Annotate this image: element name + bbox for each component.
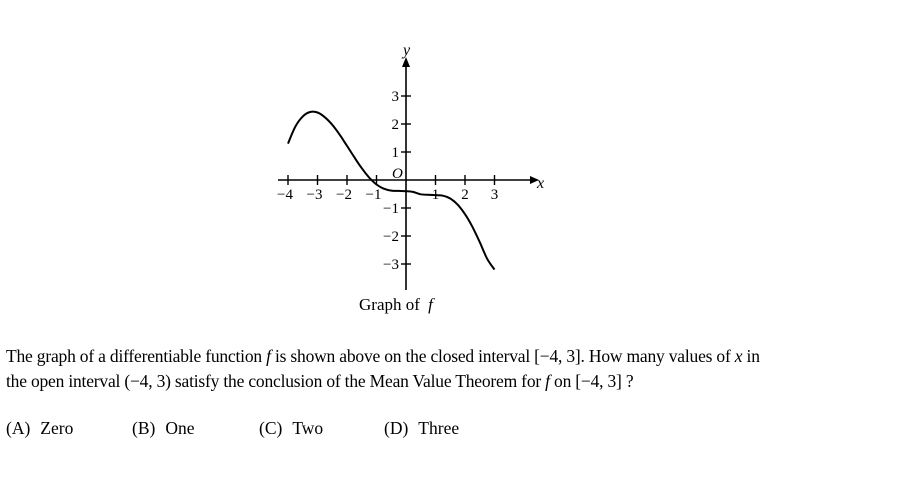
- y-tick-label: −1: [383, 201, 399, 217]
- choice-b[interactable]: [132, 418, 194, 439]
- choice-label: (A): [6, 418, 31, 438]
- x-tick-label: 2: [461, 187, 469, 203]
- x-tick-label: −3: [306, 187, 323, 203]
- choice-label: (C): [259, 418, 283, 438]
- graph-caption: [359, 295, 435, 314]
- choice-label: (D): [384, 418, 409, 438]
- y-tick-label: 2: [391, 117, 399, 133]
- choice-a[interactable]: [6, 418, 73, 439]
- choice-text: Two: [292, 418, 324, 438]
- x-tick-label: 1: [431, 187, 440, 203]
- x-tick-label: −1: [365, 187, 382, 203]
- y-tick-label: −2: [383, 229, 399, 245]
- y-tick-label: 1: [391, 145, 399, 161]
- x-axis-label: x: [537, 175, 545, 192]
- x-tick-label: −4: [277, 187, 293, 203]
- caption-text: Graph of: [359, 295, 420, 314]
- x-tick-label: 3: [490, 187, 499, 203]
- origin-label: O: [392, 166, 403, 182]
- choice-text: Zero: [40, 418, 74, 438]
- choice-text: One: [165, 418, 195, 438]
- question-text: [6, 344, 886, 394]
- y-axis-label: y: [403, 42, 411, 59]
- choice-c[interactable]: [259, 418, 323, 439]
- y-tick-label: 3: [391, 89, 399, 105]
- y-tick-label: −3: [383, 257, 399, 273]
- axes: [278, 57, 539, 290]
- choice-label: (B): [132, 418, 156, 438]
- choice-d[interactable]: [384, 418, 459, 439]
- question-line-1: The graph of a differentiable function f is shown above on the closed interval [−4, 3]. How many values of x in: [6, 346, 760, 366]
- choice-text: Three: [418, 418, 460, 438]
- x-tick-label: −2: [336, 187, 352, 203]
- question-line-2: the open interval (−4, 3) satisfy the conclusion of the Mean Value Theorem for f on [−4, 3] ?: [6, 371, 634, 391]
- caption-function: f: [428, 295, 433, 314]
